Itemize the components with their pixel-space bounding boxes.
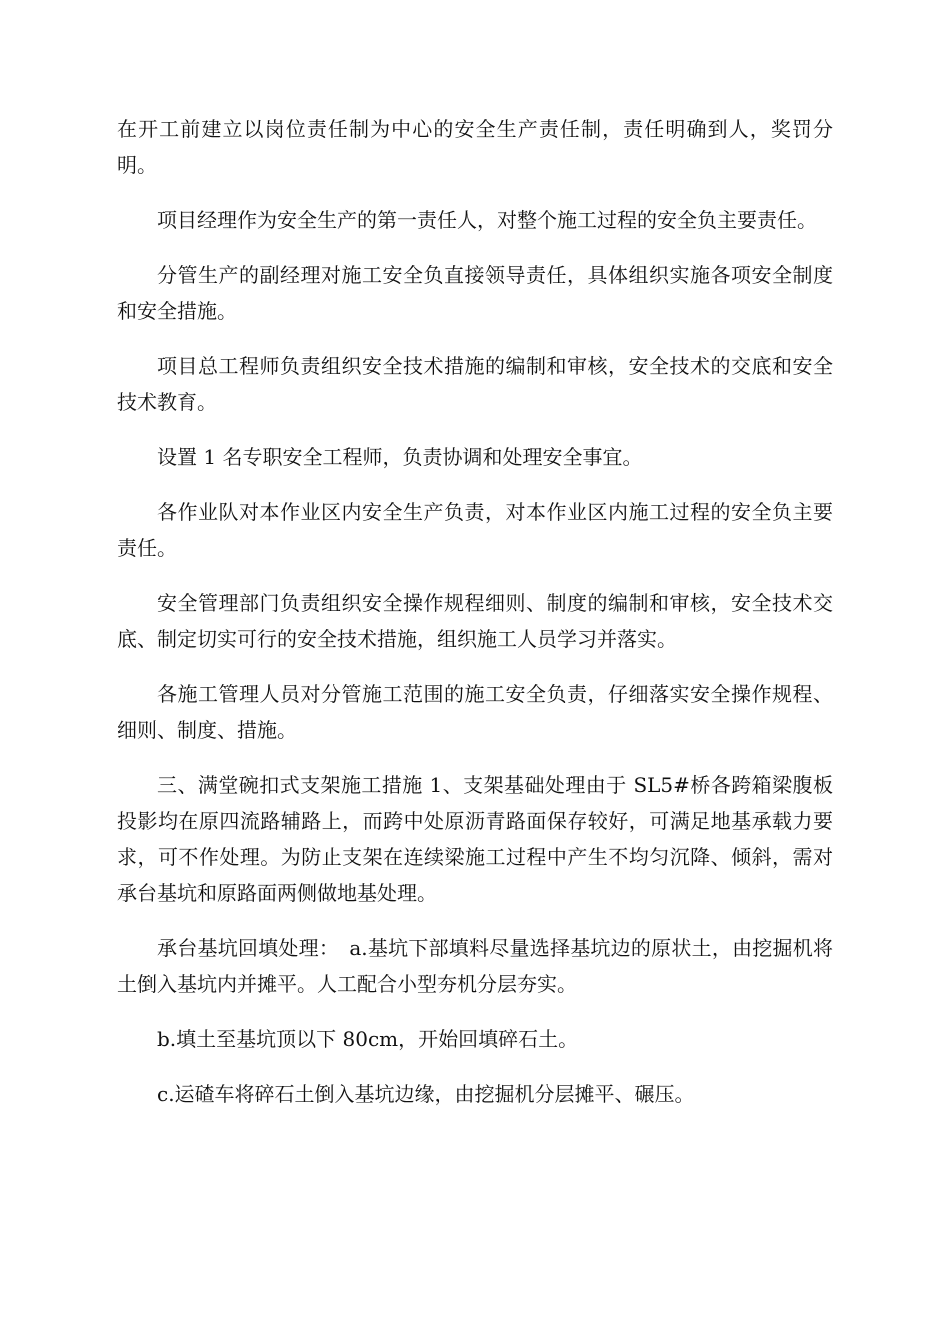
paragraph-1: 在开工前建立以岗位责任制为中心的安全生产责任制，责任明确到人，奖罚分明。 bbox=[117, 117, 833, 177]
paragraph-2: 项目经理作为安全生产的第一责任人，对整个施工过程的安全负主要责任。 bbox=[157, 208, 817, 232]
paragraph-9: 三、满堂碗扣式支架施工措施 1、支架基础处理由于 SL5#桥各跨箱梁腹板投影均在原四流路辅路上，而跨中处原沥青路面保存较好，可满足地基承载力要求，可不作处理。为防止支架在连续梁施工过程中产生不均匀沉降、倾斜，需对承台基坑和原路面两侧做地基处理。 bbox=[117, 773, 833, 905]
paragraph-11: b.填土至基坑顶以下 80cm，开始回填碎石土。 bbox=[157, 1027, 579, 1051]
paragraph-10: 承台基坑回填处理： a.基坑下部填料尽量选择基坑边的原状土，由挖掘机将土倒入基坑内并摊平。人工配合小型夯机分层夯实。 bbox=[117, 936, 833, 996]
paragraph-4: 项目总工程师负责组织安全技术措施的编制和审核，安全技术的交底和安全技术教育。 bbox=[117, 354, 833, 414]
paragraph-3: 分管生产的副经理对施工安全负直接领导责任，具体组织实施各项安全制度和安全措施。 bbox=[117, 263, 833, 323]
paragraph-12: c.运碴车将碎石土倒入基坑边缘，由挖掘机分层摊平、碾压。 bbox=[157, 1082, 695, 1106]
paragraph-5: 设置 1 名专职安全工程师，负责协调和处理安全事宜。 bbox=[157, 445, 643, 469]
document-body bbox=[117, 111, 833, 1131]
paragraph-7: 安全管理部门负责组织安全操作规程细则、制度的编制和审核，安全技术交底、制定切实可行的安全技术措施，组织施工人员学习并落实。 bbox=[117, 591, 833, 651]
paragraph-6: 各作业队对本作业区内安全生产负责，对本作业区内施工过程的安全负主要责任。 bbox=[117, 500, 833, 560]
paragraph-8: 各施工管理人员对分管施工范围的施工安全负责，仔细落实安全操作规程、细则、制度、措施。 bbox=[117, 682, 833, 742]
